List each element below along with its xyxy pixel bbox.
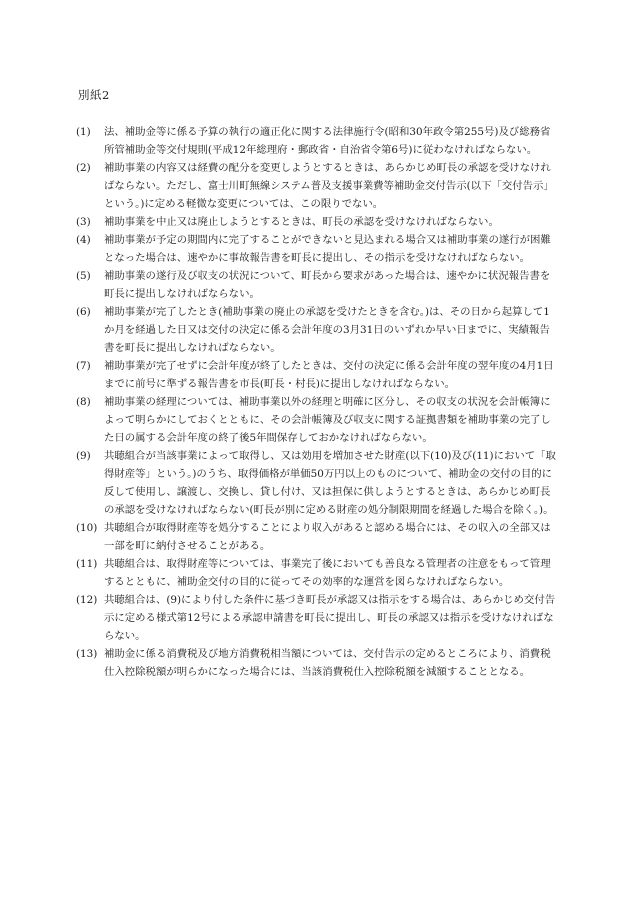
clause-item: [76, 393, 556, 447]
clause-item: [76, 267, 556, 303]
clause-number: (6): [76, 306, 91, 318]
clause-text: 補助事業の内容又は経費の配分を変更しようとするときは、あらかじめ町長の承認を受けなければならない。ただし、富士川町無線システム普及支援事業費等補助金交付告示(以下「交付告示」という。)に定める軽微な変更については、この限りでない。: [104, 162, 554, 210]
clause-item: [76, 159, 556, 213]
clause-number: (2): [76, 162, 91, 174]
clause-number: (11): [76, 558, 98, 570]
clause-number: (7): [76, 360, 91, 372]
clause-item: [76, 447, 556, 519]
clause-text: 共聴組合は、(9)により付した条件に基づき町長が承認又は指示をする場合は、あらかじめ交付告示に定める様式第12号による承認申請書を町長に提出し、町長の承認又は指示を受けなければならない。: [104, 594, 556, 642]
clause-number: (8): [76, 396, 91, 408]
clause-number: (4): [76, 234, 91, 246]
clause-number: (12): [76, 594, 98, 606]
clause-number: (9): [76, 450, 91, 462]
clause-number: (5): [76, 270, 91, 282]
attachment-label: 別紙2: [78, 88, 110, 102]
clause-text: 補助事業の経理については、補助事業以外の経理と明確に区分し、その収支の状況を会計帳簿によって明らかにしておくとともに、その会計帳簿及び収支に関する証拠書類を補助事業の完了した日の属する会計年度の終了後5年間保存しておかなければならない。: [104, 396, 551, 444]
clause-text: 共聴組合は、取得財産等については、事業完了後においても善良なる管理者の注意をもって管理するとともに、補助金交付の目的に従ってその効率的な運営を図らなければならない。: [104, 558, 551, 588]
clause-text: 補助金に係る消費税及び地方消費税相当額については、交付告示の定めるところにより、消費税仕入控除税額が明らかになった場合には、当該消費税仕入控除税額を減額することとなる。: [104, 648, 551, 678]
clause-text: 補助事業が予定の期間内に完了することができないと見込まれる場合又は補助事業の遂行が困難となった場合は、速やかに事故報告書を町長に提出し、その指示を受けなければならない。: [104, 234, 551, 264]
clause-text: 共聴組合が取得財産等を処分することにより収入があると認める場合には、その収入の全部又は一部を町に納付させることがある。: [104, 522, 551, 552]
clause-text: 補助事業の遂行及び収支の状況について、町長から要求があった場合は、速やかに状況報告書を町長に提出しなければならない。: [104, 270, 551, 300]
clause-item: [76, 231, 556, 267]
clause-item: [76, 123, 556, 159]
clause-item: [76, 213, 556, 231]
clause-item: [76, 303, 556, 357]
clause-text: 補助事業を中止又は廃止しようとするときは、町長の承認を受けなければならない。: [104, 216, 499, 228]
clause-number: (1): [76, 126, 91, 138]
clause-item: [76, 357, 556, 393]
clause-list: [76, 123, 556, 681]
clause-text: 補助事業が完了せずに会計年度が終了したときは、交付の決定に係る会計年度の翌年度の4月1日までに前号に準ずる報告書を市長(町長・村長)に提出しなければならない。: [104, 360, 554, 390]
clause-item: [76, 555, 556, 591]
clause-item: [76, 591, 556, 645]
clause-number: (13): [76, 648, 98, 660]
clause-text: 共聴組合が当該事業によって取得し、又は効用を増加させた財産(以下(10)及び(11)において「取得財産等」という。)のうち、取得価格が単価50万円以上のものについて、補助金の交付の目的に反して使用し、譲渡し、交換し、貸し付け、又は担保に供しようとするときは、あらかじめ町長の承認を受けなければならない(町長が別に定める財産の処分制限期間を経過した場合を除く。)。: [104, 450, 556, 516]
clause-text: 法、補助金等に係る予算の執行の適正化に関する法律施行令(昭和30年政令第255号)及び総務省所管補助金等交付規則(平成12年総理府・郵政省・自治省令第6号)に従わなければならない。: [104, 126, 551, 156]
clause-item: [76, 519, 556, 555]
clause-number: (3): [76, 216, 91, 228]
clause-item: [76, 645, 556, 681]
clause-text: 補助事業が完了したとき(補助事業の廃止の承認を受けたときを含む。)は、その日から起算して1か月を経過した日又は交付の決定に係る会計年度の3月31日のいずれか早い日までに、実績報告書を町長に提出しなければならない。: [104, 306, 550, 354]
clause-number: (10): [76, 522, 98, 534]
